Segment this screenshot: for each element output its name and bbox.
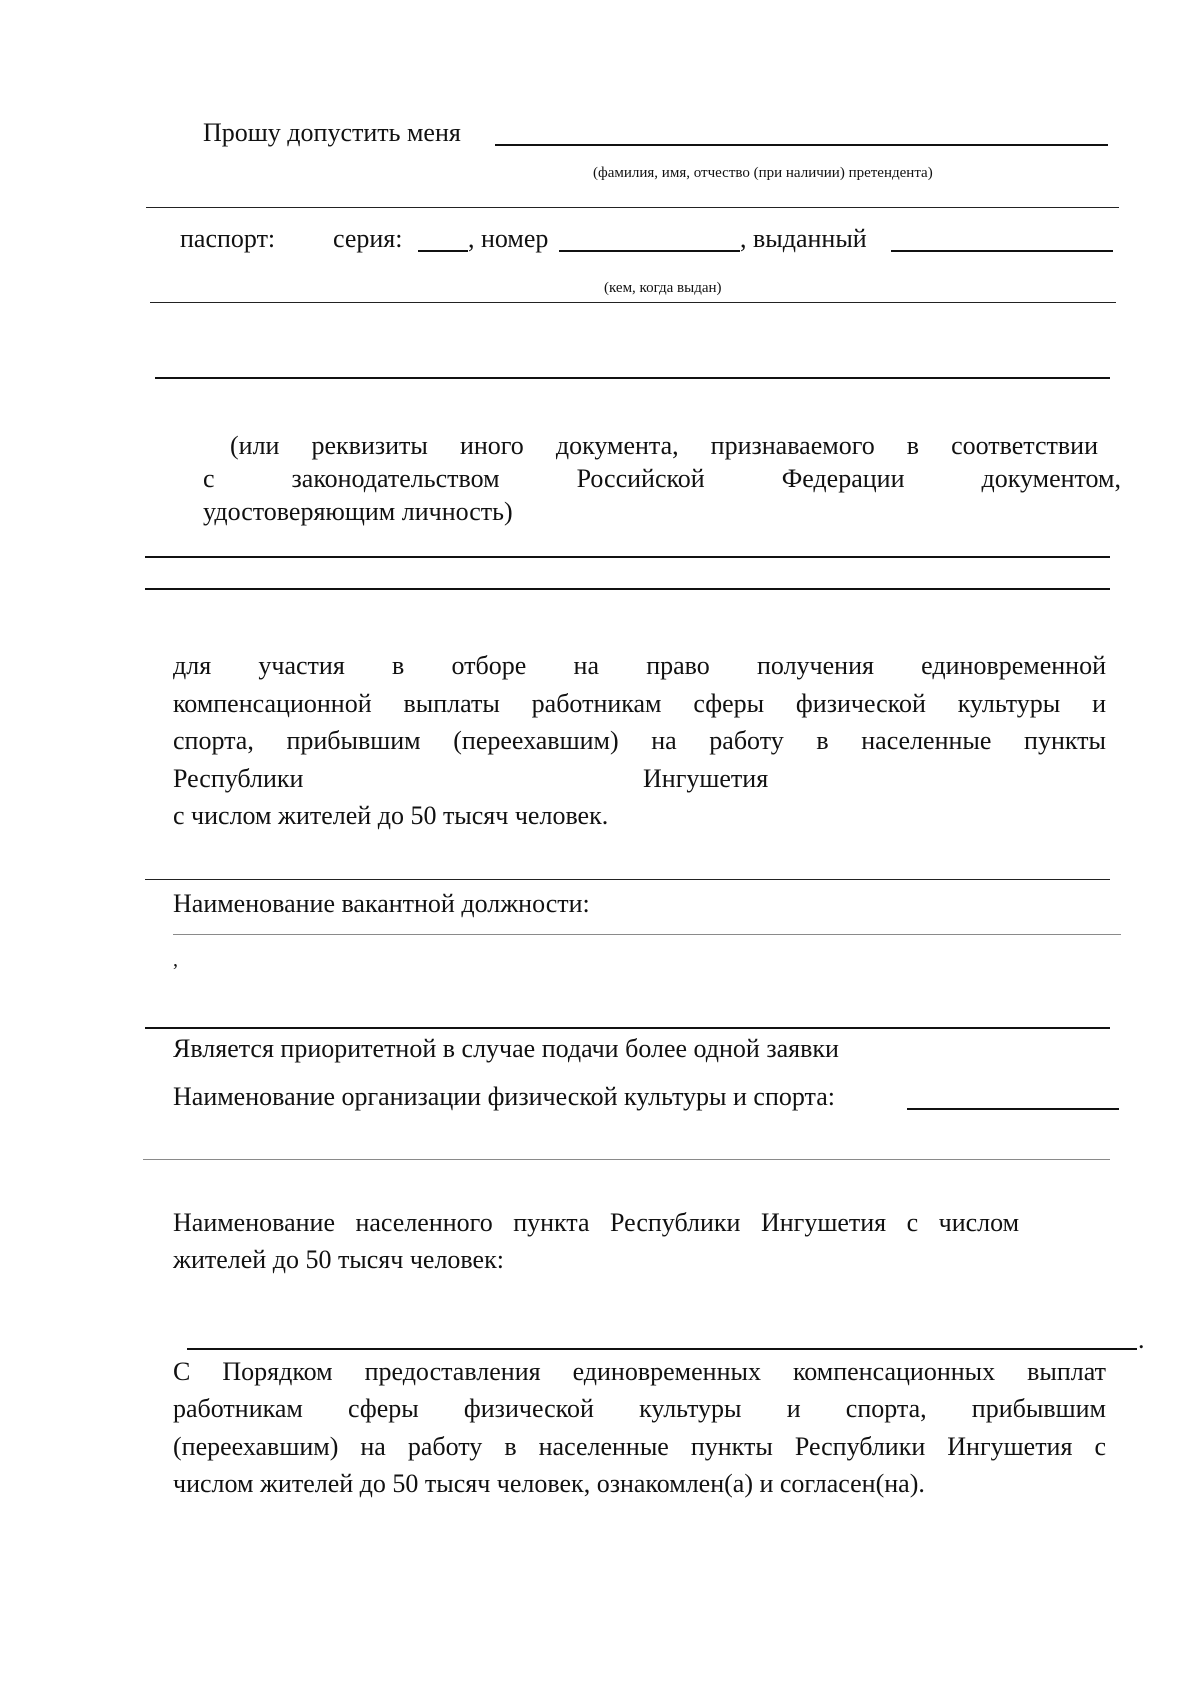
alt-document-line: (или реквизиты иного документа, признаваемого в соответствии <box>230 431 1098 460</box>
purpose-line: Республики <box>173 764 304 793</box>
alt-document-line: удостоверяющим личность) <box>203 497 513 526</box>
vacancy-comma: , <box>173 949 178 971</box>
issued-caption: (кем, когда выдан) <box>604 280 722 296</box>
purpose-line: спорта, прибывшим (переехавшим) на работу в населенные пункты <box>173 726 1106 755</box>
passport-label: паспорт: <box>180 224 276 253</box>
acknowledgement-line: (переехавшим) на работу в населенные пункты Республики Ингушетия с <box>173 1432 1106 1461</box>
passport-details-field[interactable] <box>155 377 1110 379</box>
divider <box>145 879 1110 880</box>
passport-number-label: , номер <box>468 224 549 253</box>
alt-document-field[interactable] <box>145 588 1110 590</box>
alt-document-line: с законодательством Российской Федерации документом, <box>203 464 1121 493</box>
passport-issued-label: , выданный <box>740 224 867 253</box>
name-caption: (фамилия, имя, отчество (при наличии) претендента) <box>593 165 933 181</box>
purpose-line: компенсационной выплаты работникам сферы физической культуры и <box>173 689 1106 718</box>
vacancy-field[interactable] <box>173 934 1121 935</box>
priority-label: Является приоритетной в случае подачи более одной заявки <box>173 1034 839 1063</box>
acknowledgement-line: работникам сферы физической культуры и спорта, прибывшим <box>173 1394 1106 1423</box>
settlement-period: . <box>1138 1325 1145 1354</box>
settlement-field[interactable] <box>187 1348 1137 1350</box>
settlement-line: Наименование населенного пункта Республики Ингушетия с числом <box>173 1208 1020 1237</box>
organization-field[interactable] <box>907 1108 1119 1110</box>
alt-document-field[interactable] <box>145 556 1110 558</box>
passport-number-field[interactable] <box>559 250 740 252</box>
request-prefix: Прошу допустить меня <box>203 118 461 147</box>
vacancy-value-field[interactable] <box>145 1027 1110 1029</box>
applicant-name-field[interactable] <box>495 144 1108 146</box>
settlement-line: жителей до 50 тысяч человек: <box>173 1245 504 1274</box>
passport-issued-field[interactable] <box>891 250 1113 252</box>
acknowledgement-line: С Порядком предоставления единовременных компенсационных выплат <box>173 1357 1106 1386</box>
passport-series-label: серия: <box>333 224 403 253</box>
purpose-line: с числом жителей до 50 тысяч человек. <box>173 801 609 830</box>
organization-field-continued[interactable] <box>143 1159 1110 1160</box>
acknowledgement-line: числом жителей до 50 тысяч человек, ознакомлен(а) и согласен(на). <box>173 1469 925 1498</box>
divider <box>146 207 1119 208</box>
vacancy-label: Наименование вакантной должности: <box>173 889 590 918</box>
divider <box>150 302 1116 303</box>
purpose-line: для участия в отборе на право получения единовременной <box>173 651 1106 680</box>
purpose-line: Ингушетия <box>643 764 769 793</box>
passport-series-field[interactable] <box>418 250 468 252</box>
organization-label: Наименование организации физической культуры и спорта: <box>173 1082 835 1111</box>
